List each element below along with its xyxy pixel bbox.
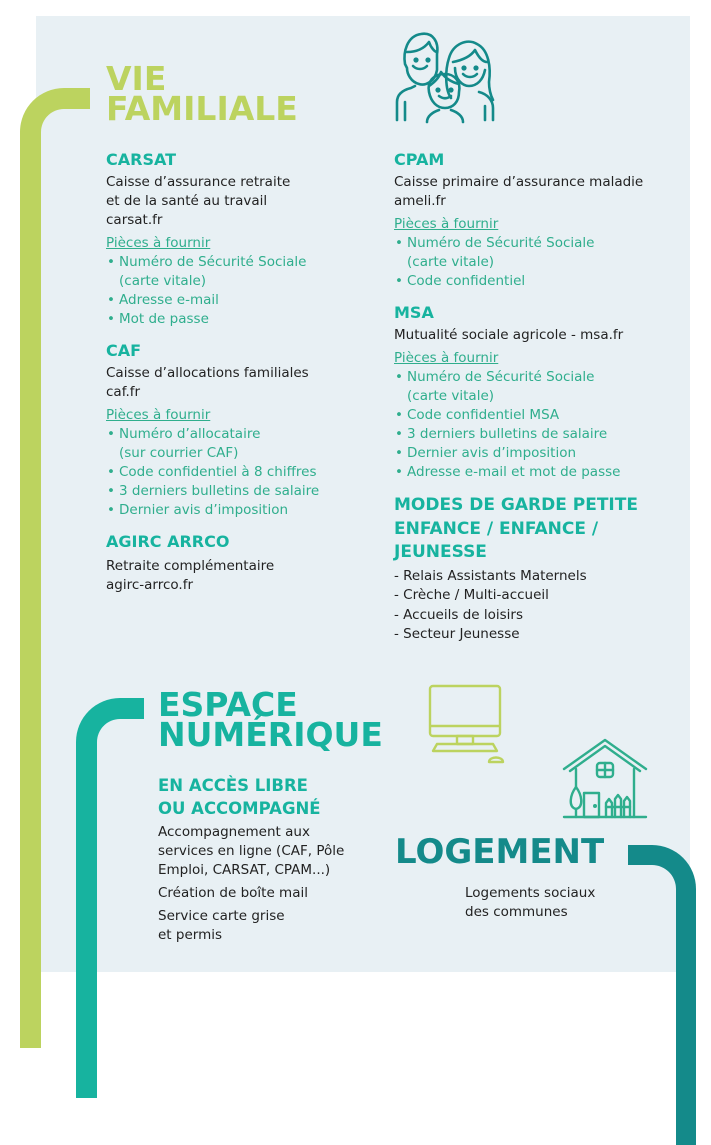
section-desc: et de la santé au travail xyxy=(106,193,268,209)
item-text: Numéro d’allocataire xyxy=(119,426,261,442)
bullet-icon: • xyxy=(395,426,403,442)
list-item xyxy=(106,310,356,329)
paragraph-line: Service carte grise xyxy=(158,908,285,924)
item-text: Numéro de Sécurité Sociale xyxy=(119,254,307,270)
section-heading: CPAM xyxy=(394,150,445,169)
list-item: - Secteur Jeunesse xyxy=(394,626,520,642)
list-item xyxy=(106,425,356,463)
bullet-icon: • xyxy=(107,502,115,518)
list-item xyxy=(106,463,356,482)
paragraph-line: Emploi, CARSAT, CPAM...) xyxy=(158,862,331,878)
title-line: ESPACE xyxy=(158,685,298,724)
website-link[interactable]: ameli.fr xyxy=(394,193,446,209)
family-icon xyxy=(393,30,497,124)
pieces-label: Pièces à fournir xyxy=(394,216,499,232)
item-text: 3 derniers bulletins de salaire xyxy=(119,483,320,499)
logement-content xyxy=(465,884,665,922)
espace-numerique-title xyxy=(158,685,383,754)
list-item: - Relais Assistants Maternels xyxy=(394,567,587,584)
vie-familiale-title xyxy=(106,59,298,128)
bullet-icon: • xyxy=(107,426,115,442)
bullet-icon: • xyxy=(107,483,115,499)
paragraph xyxy=(158,907,388,945)
list-item xyxy=(394,406,684,425)
section-desc: Retraite complémentaire xyxy=(106,558,275,574)
list-item xyxy=(394,272,684,291)
subheading: OU ACCOMPAGNÉ xyxy=(158,799,321,818)
item-text: Mot de passe xyxy=(119,311,209,327)
list-item xyxy=(394,444,684,463)
item-text: 3 derniers bulletins de salaire xyxy=(407,426,608,442)
house-icon xyxy=(562,737,648,821)
section-desc: Caisse primaire d’assurance maladie xyxy=(394,174,644,190)
list-item xyxy=(106,482,356,501)
section-desc: Caisse d’allocations familiales xyxy=(106,365,309,381)
list-item: - Crèche / Multi-accueil xyxy=(394,587,549,603)
paragraph-line: Accompagnement aux xyxy=(158,824,310,840)
bullet-icon: • xyxy=(107,464,115,480)
item-text: Dernier avis d’imposition xyxy=(119,502,289,518)
pieces-label: Pièces à fournir xyxy=(106,407,211,423)
bullet-icon: • xyxy=(395,445,403,461)
agirc-arrco-block xyxy=(106,532,356,595)
modes-garde-block xyxy=(394,494,684,645)
espace-numerique-content xyxy=(158,774,388,945)
paragraph-line: services en ligne (CAF, Pôle xyxy=(158,843,345,859)
section-heading: MODES DE GARDE PETITE xyxy=(394,495,638,515)
list-item xyxy=(106,501,356,520)
caf-block xyxy=(106,341,356,520)
espace-numerique-bracket xyxy=(76,698,144,1098)
section-heading: AGIRC ARRCO xyxy=(106,532,230,551)
item-text: Code confidentiel MSA xyxy=(407,407,560,423)
computer-icon xyxy=(427,683,507,767)
item-text: Numéro de Sécurité Sociale xyxy=(407,235,595,251)
item-text: (carte vitale) xyxy=(407,388,495,404)
item-text: Code confidentiel à 8 chiffres xyxy=(119,464,317,480)
cpam-block xyxy=(394,150,684,291)
pieces-label: Pièces à fournir xyxy=(394,350,499,366)
paragraph-line: et permis xyxy=(158,927,223,943)
section-heading: CARSAT xyxy=(106,150,177,169)
website-link[interactable]: carsat.fr xyxy=(106,212,163,228)
section-heading: ENFANCE / ENFANCE / xyxy=(394,518,599,539)
bullet-icon: • xyxy=(107,292,115,308)
pieces-label: Pièces à fournir xyxy=(106,235,211,251)
item-text: (carte vitale) xyxy=(119,273,207,289)
item-text: Adresse e-mail et mot de passe xyxy=(407,464,621,480)
list-item xyxy=(394,368,684,406)
bullet-icon: • xyxy=(395,407,403,423)
item-text: (sur courrier CAF) xyxy=(119,445,239,461)
list-item xyxy=(106,253,356,291)
item-text: Dernier avis d’imposition xyxy=(407,445,577,461)
subheading: EN ACCÈS LIBRE xyxy=(158,776,308,795)
item-text: (carte vitale) xyxy=(407,254,495,270)
section-desc: Caisse d’assurance retraite xyxy=(106,174,291,190)
title-line: FAMILIALE xyxy=(106,89,298,128)
item-text: Numéro de Sécurité Sociale xyxy=(407,369,595,385)
bullet-icon: • xyxy=(395,464,403,480)
list-item xyxy=(394,234,684,272)
section-heading: CAF xyxy=(106,341,142,360)
item-text: Code confidentiel xyxy=(407,273,526,289)
website-link[interactable]: caf.fr xyxy=(106,384,141,400)
left-column xyxy=(106,150,356,605)
logement-title: LOGEMENT xyxy=(395,832,605,872)
paragraph-line: Création de boîte mail xyxy=(158,885,308,901)
title-line: VIE xyxy=(106,59,167,98)
right-column xyxy=(394,150,684,655)
msa-block xyxy=(394,303,684,482)
bullet-icon: • xyxy=(107,254,115,270)
bullet-icon: • xyxy=(395,273,403,289)
list-item xyxy=(394,425,684,444)
website-link[interactable]: agirc-arrco.fr xyxy=(106,577,194,593)
bullet-icon: • xyxy=(395,369,403,385)
list-item: - Accueils de loisirs xyxy=(394,606,523,623)
list-item xyxy=(394,463,684,482)
paragraph-line: Logements sociaux xyxy=(465,885,596,901)
title-line: NUMÉRIQUE xyxy=(158,715,383,754)
paragraph xyxy=(158,823,388,880)
paragraph-line: des communes xyxy=(465,904,568,920)
section-heading: JEUNESSE xyxy=(394,542,487,562)
bullet-icon: • xyxy=(107,311,115,327)
bullet-icon: • xyxy=(395,235,403,251)
section-desc: Mutualité sociale agricole - msa.fr xyxy=(394,327,624,343)
section-heading: MSA xyxy=(394,303,434,322)
list-item xyxy=(106,291,356,310)
carsat-block xyxy=(106,150,356,329)
item-text: Adresse e-mail xyxy=(119,292,219,308)
paragraph xyxy=(158,884,388,903)
